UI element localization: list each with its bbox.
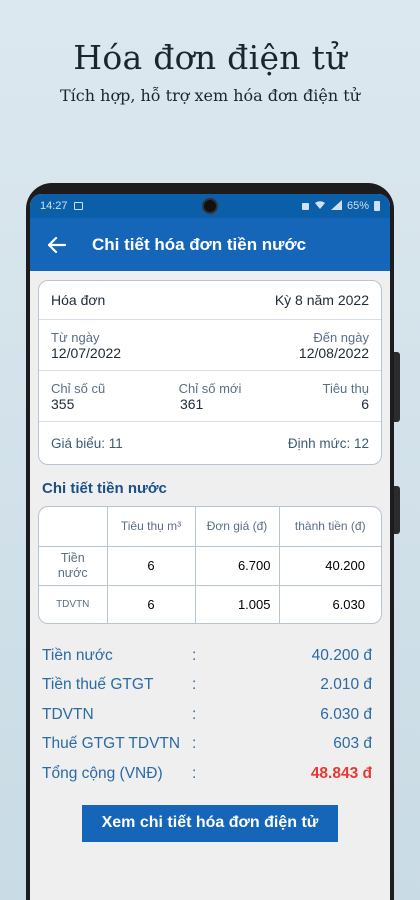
row-amount: 6.030: [279, 585, 381, 623]
to-date: [299, 330, 369, 361]
table-header-usage: Tiêu thụ m³: [107, 507, 195, 546]
old-index-value: 355: [51, 395, 75, 412]
summary-colon: :: [192, 705, 197, 723]
phone-screen: [30, 194, 390, 900]
tariff-row: [39, 422, 381, 464]
summary-total-row: [42, 759, 378, 789]
summary-label: Thuế GTGT TDVTN: [42, 735, 181, 753]
quota-text: Định mức: 12: [287, 435, 369, 451]
table-row: [39, 546, 381, 585]
meter-index-row: [39, 371, 381, 422]
app-bar-title: Chi tiết hóa đơn tiền nước: [92, 234, 307, 254]
app-bar: [30, 218, 390, 271]
battery-icon: [374, 201, 380, 211]
from-date: [51, 330, 121, 361]
tariff-text: Giá biểu: 11: [51, 435, 123, 451]
usage: [264, 381, 369, 412]
row-usage: 6: [107, 546, 195, 585]
old-index: [51, 381, 156, 412]
date-range-row: [39, 320, 381, 371]
wifi-icon: [314, 200, 326, 213]
invoice-period: Kỳ 8 năm 2022: [274, 292, 369, 308]
table-header: [39, 507, 381, 546]
to-date-value: 12/08/2022: [298, 344, 369, 361]
summary-total-label: Tổng cộng (VNĐ): [42, 764, 163, 782]
summary-total-value: 48.843 đ: [310, 764, 372, 782]
invoice-row: [39, 281, 381, 320]
summary-row: [42, 641, 378, 671]
new-index-value: 361: [179, 395, 204, 412]
summary-row: [42, 730, 378, 760]
notification-icon: [302, 203, 309, 210]
summary-label: Tiền thuế GTGT: [42, 676, 154, 694]
volume-button: [394, 352, 400, 422]
invoice-info-card: [38, 280, 382, 465]
detail-table-card: [38, 506, 382, 624]
view-e-invoice-button[interactable]: Xem chi tiết hóa đơn điện tử: [82, 805, 338, 842]
detail-table: [39, 507, 381, 623]
detail-section-title: Chi tiết tiền nước: [42, 480, 167, 497]
usage-label: Tiêu thụ: [322, 380, 369, 396]
row-name: TDVTN: [39, 585, 107, 623]
status-time: 14:27: [40, 200, 68, 212]
table-header-empty: [39, 507, 107, 546]
row-usage: 6: [107, 585, 195, 623]
table-header-amount: thành tiền (đ): [279, 507, 381, 546]
summary-row: [42, 700, 378, 730]
summary-colon: :: [192, 646, 197, 664]
promo-title: Hóa đơn điện tử: [73, 38, 347, 77]
battery-percent: 65%: [346, 200, 369, 212]
promo-subtitle: Tích hợp, hỗ trợ xem hóa đơn điện tử: [60, 86, 360, 105]
old-index-label: Chỉ số cũ: [51, 380, 106, 396]
usage-value: 6: [361, 395, 369, 412]
row-unit-price: 1.005: [195, 585, 279, 623]
summary-value: 2.010 đ: [320, 676, 372, 694]
to-date-label: Đến ngày: [313, 329, 369, 345]
row-unit-price: 6.700: [195, 546, 279, 585]
summary: [38, 636, 382, 789]
summary-colon: :: [192, 735, 197, 753]
status-bar: [30, 194, 390, 218]
summary-label: Tiền nước: [42, 646, 113, 664]
summary-value: 40.200 đ: [311, 646, 372, 664]
summary-colon: :: [192, 676, 197, 694]
summary-value: 603 đ: [333, 735, 372, 753]
row-name: Tiền nước: [39, 546, 107, 585]
new-index: [156, 381, 264, 412]
invoice-label: Hóa đơn: [51, 292, 106, 308]
summary-row: [42, 671, 378, 701]
table-header-unit-price: Đơn giá (đ): [195, 507, 279, 546]
new-index-label: Chỉ số mới: [178, 380, 242, 396]
power-button: [394, 486, 400, 534]
summary-value: 6.030 đ: [320, 705, 372, 723]
summary-colon: :: [192, 764, 197, 782]
from-date-value: 12/07/2022: [51, 344, 122, 361]
row-amount: 40.200: [279, 546, 381, 585]
signal-icon: [331, 200, 342, 213]
front-camera: [202, 198, 218, 214]
content: [30, 271, 390, 842]
summary-label: TDVTN: [42, 705, 94, 723]
back-arrow-icon[interactable]: [44, 232, 70, 258]
gallery-icon: [74, 202, 83, 210]
table-row: [39, 585, 381, 623]
from-date-label: Từ ngày: [51, 329, 100, 345]
